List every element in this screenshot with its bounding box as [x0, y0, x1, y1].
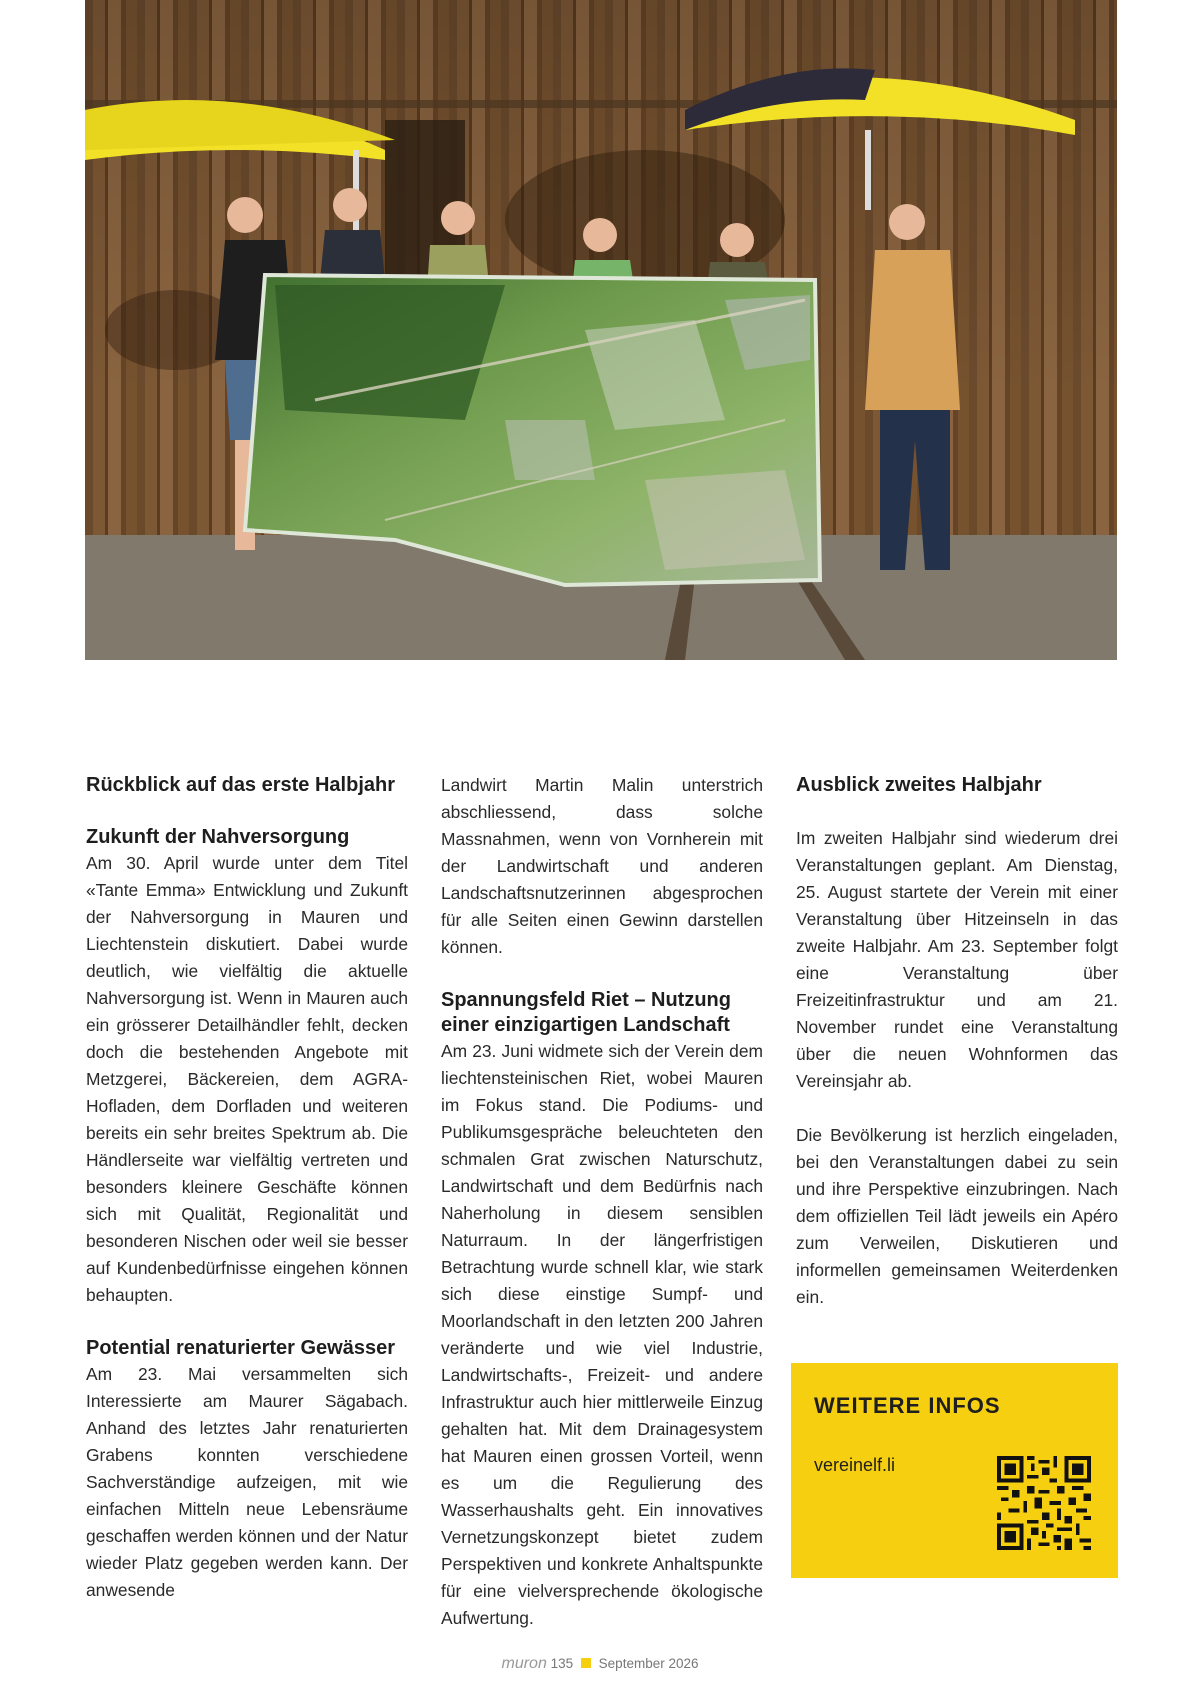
body-paragraph: Am 23. Mai versammelten sich Interessierte am Maurer Sägabach. Anhand des letztes Jahr renaturierten Grabens konnten verschiedene Sachverständige aufzeigen, mit wie einfachen Mitteln neue Lebensräume geschaffen werden können und der Natur wieder Platz gegeben werden kann. Der anwesende: [86, 1364, 408, 1600]
magazine-brand: muron: [501, 1655, 547, 1672]
section-heading: Ausblick zweites Halbjahr: [796, 774, 1042, 796]
separator-square-icon: [581, 1658, 591, 1668]
subsection-title: Zukunft der Nahversorgung: [86, 826, 350, 848]
info-box-title: WEITERE INFOS: [814, 1393, 1001, 1418]
body-paragraph: Am 30. April wurde unter dem Titel «Tante Emma» Entwicklung und Zukunft der Nahversorgung in Mauren und Liechtenstein diskutiert. Dabei wurde deutlich, wie vielfältig die aktuelle Nahversorgung ist. Wenn in Mauren auch ein grösserer Detailhändler fehlt, decken doch die bestehenden Angebote mit Metzgerei, Bäckereien, dem AGRA-Hofladen, dem Dorfladen und weiteren bereits ein sehr breites Spektrum ab. Die Händlerseite war vielfältig vertreten und besonders kleinere Geschäfte können sich mit Qualität, Regionalität und besonderen Nischen oder weil sie besser auf Kundenbedürfnisse eingehen können behaupten.: [86, 853, 408, 1305]
subsection-title: Spannungsfeld Riet – Nutzung einer einzigartigen Landschaft: [441, 989, 731, 1036]
subsection-title: Potential renaturierter Gewässer: [86, 1337, 396, 1359]
page-footer: [0, 1655, 1200, 1673]
cover-photo: [85, 0, 1117, 660]
issue-date: September 2026: [598, 1656, 699, 1671]
qr-code-icon[interactable]: [997, 1456, 1091, 1550]
group-photo-illustration: [85, 0, 1117, 660]
body-paragraph: Landwirt Martin Malin unterstrich abschliessend, dass solche Massnahmen, wenn von Vornherein mit der Landwirtschaft und anderen Landschaftsnutzerinnen abgesprochen für alle Seiten einen Gewinn darstellen können.: [441, 775, 763, 957]
info-box: [791, 1363, 1118, 1578]
section-heading: Rückblick auf das erste Halbjahr: [86, 774, 396, 796]
body-paragraph: Am 23. Juni widmete sich der Verein dem liechtensteinischen Riet, wobei Mauren im Fokus stand. Die Podiums- und Publikumsgespräche beleuchteten den schmalen Grat zwischen Naturschutz, Landwirtschaft und dem Bedürfnis nach Naherholung in diesem sensiblen Naturraum. In der längerfristigen Betrachtung wurde schnell klar, wie stark sich diese einstige Sumpf- und Moorlandschaft in den letzten 200 Jahren veränderte und wie viel Industrie, Landwirtschafts-, Freizeit- und andere Infrastruktur auch hier mittlerweile Einzug gehalten hat. Mit dem Drainagesystem hat Mauren einen grossen Vorteil, wenn es um die Regulierung des Wasserhaushalts geht. Ein innovatives Vernetzungskonzept bietet zudem Perspektiven und konkrete Anhaltspunkte für eine vielversprechende ökologische Aufwertung.: [441, 1041, 763, 1628]
body-paragraph: Die Bevölkerung ist herzlich eingeladen, bei den Veranstaltungen dabei zu sein und ihre Perspektive einzubringen. Nach dem offiziellen Teil lädt jeweils ein Apéro zum Verweilen, Diskutieren und informellen gemeinsamen Weiterdenken ein.: [796, 1125, 1118, 1307]
column-1: [86, 772, 408, 1604]
column-2: [441, 772, 763, 1632]
body-paragraph: Im zweiten Halbjahr sind wiederum drei Veranstaltungen geplant. Am Dienstag, 25. August startete der Verein mit einer Veranstaltung über Hitzeinseln in das zweite Halbjahr. Am 23. September folgt eine Veranstaltung über Freizeitinfrastruktur und am 21. November rundet eine Veranstaltung über die neuen Wohnformen das Vereinsjahr ab.: [796, 828, 1118, 1091]
issue-number: 135: [550, 1656, 574, 1671]
website-link[interactable]: vereinelf.li: [814, 1455, 896, 1475]
column-3: [796, 772, 1118, 1311]
